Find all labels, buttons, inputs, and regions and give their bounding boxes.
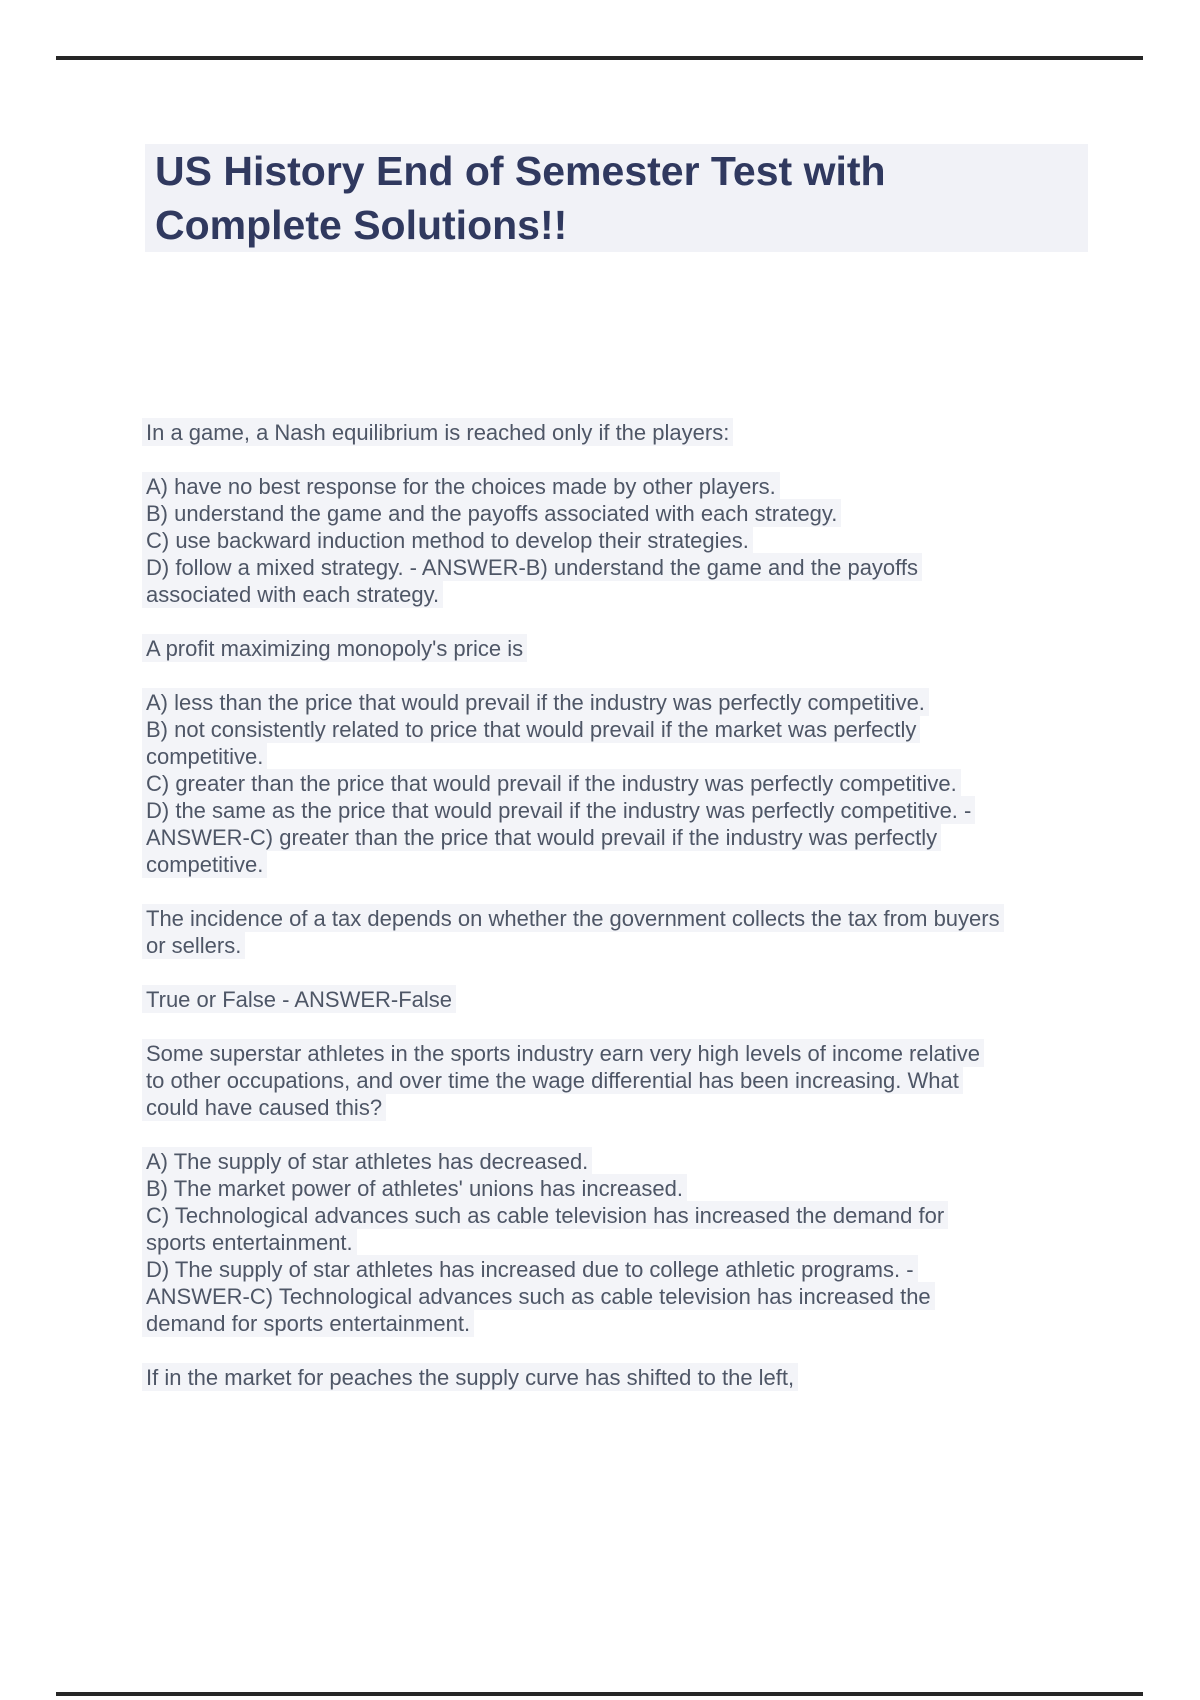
text-line-row — [146, 797, 1106, 824]
text-line: demand for sports entertainment. — [142, 1309, 474, 1337]
text-line-row — [146, 1040, 1106, 1067]
text-line: A) have no best response for the choices made by other players. — [142, 472, 780, 500]
blank-line — [146, 1013, 1106, 1040]
text-line-row — [146, 932, 1106, 959]
document-title: US History End of Semester Test with Complete Solutions!! — [145, 144, 1088, 252]
text-line: or sellers. — [142, 931, 245, 959]
blank-line — [146, 959, 1106, 986]
text-line-row — [146, 1094, 1106, 1121]
text-line: associated with each strategy. — [142, 580, 443, 608]
top-rule — [56, 56, 1143, 60]
text-line-row — [146, 986, 1106, 1013]
text-line-row — [146, 1364, 1106, 1391]
text-line: C) use backward induction method to develop their strategies. — [142, 526, 753, 554]
text-line-row — [146, 1310, 1106, 1337]
text-line-row — [146, 905, 1106, 932]
body-text — [146, 419, 1106, 1391]
bottom-rule — [56, 1692, 1143, 1696]
text-line: In a game, a Nash equilibrium is reached only if the players: — [142, 418, 733, 446]
text-line-row — [146, 1175, 1106, 1202]
text-line-row — [146, 500, 1106, 527]
text-line-row — [146, 716, 1106, 743]
text-line-row — [146, 770, 1106, 797]
text-line: D) follow a mixed strategy. - ANSWER-B) understand the game and the payoffs — [142, 553, 922, 581]
text-line: B) not consistently related to price that would prevail if the market was perfectly — [142, 715, 920, 743]
text-line-row — [146, 554, 1106, 581]
text-line-row — [146, 1256, 1106, 1283]
text-line-row — [146, 1202, 1106, 1229]
text-line-row — [146, 419, 1106, 446]
blank-line — [146, 1121, 1106, 1148]
text-line-row — [146, 1283, 1106, 1310]
text-line: The incidence of a tax depends on whether the government collects the tax from buyers — [142, 904, 1004, 932]
text-line: A profit maximizing monopoly's price is — [142, 634, 527, 662]
blank-line — [146, 446, 1106, 473]
text-line-row — [146, 1067, 1106, 1094]
text-line: ANSWER-C) Technological advances such as cable television has increased the — [142, 1282, 935, 1310]
text-line: B) The market power of athletes' unions has increased. — [142, 1174, 687, 1202]
text-line: If in the market for peaches the supply curve has shifted to the left, — [142, 1363, 798, 1391]
text-line: A) less than the price that would prevail if the industry was perfectly competitive. — [142, 688, 929, 716]
text-line: B) understand the game and the payoffs associated with each strategy. — [142, 499, 841, 527]
text-line: competitive. — [142, 850, 267, 878]
text-line-row — [146, 824, 1106, 851]
blank-line — [146, 1337, 1106, 1364]
text-line: D) The supply of star athletes has increased due to college athletic programs. - — [142, 1255, 918, 1283]
text-line: ANSWER-C) greater than the price that would prevail if the industry was perfectly — [142, 823, 941, 851]
text-line-row — [146, 527, 1106, 554]
text-line: to other occupations, and over time the wage differential has been increasing. What — [142, 1066, 963, 1094]
text-line-row — [146, 635, 1106, 662]
text-line-row — [146, 1229, 1106, 1256]
text-line: Some superstar athletes in the sports industry earn very high levels of income relative — [142, 1039, 984, 1067]
text-line-row — [146, 581, 1106, 608]
text-line-row — [146, 473, 1106, 500]
blank-line — [146, 662, 1106, 689]
blank-line — [146, 878, 1106, 905]
text-line: D) the same as the price that would prevail if the industry was perfectly competitive. - — [142, 796, 975, 824]
text-line-row — [146, 1148, 1106, 1175]
text-line: competitive. — [142, 742, 267, 770]
text-line-row — [146, 689, 1106, 716]
text-line: sports entertainment. — [142, 1228, 357, 1256]
text-line: True or False - ANSWER-False — [142, 985, 456, 1013]
text-line-row — [146, 851, 1106, 878]
text-line: A) The supply of star athletes has decreased. — [142, 1147, 592, 1175]
text-line: C) greater than the price that would prevail if the industry was perfectly competitive. — [142, 769, 961, 797]
blank-line — [146, 608, 1106, 635]
text-line: could have caused this? — [142, 1093, 386, 1121]
text-line-row — [146, 743, 1106, 770]
text-line: C) Technological advances such as cable television has increased the demand for — [142, 1201, 948, 1229]
